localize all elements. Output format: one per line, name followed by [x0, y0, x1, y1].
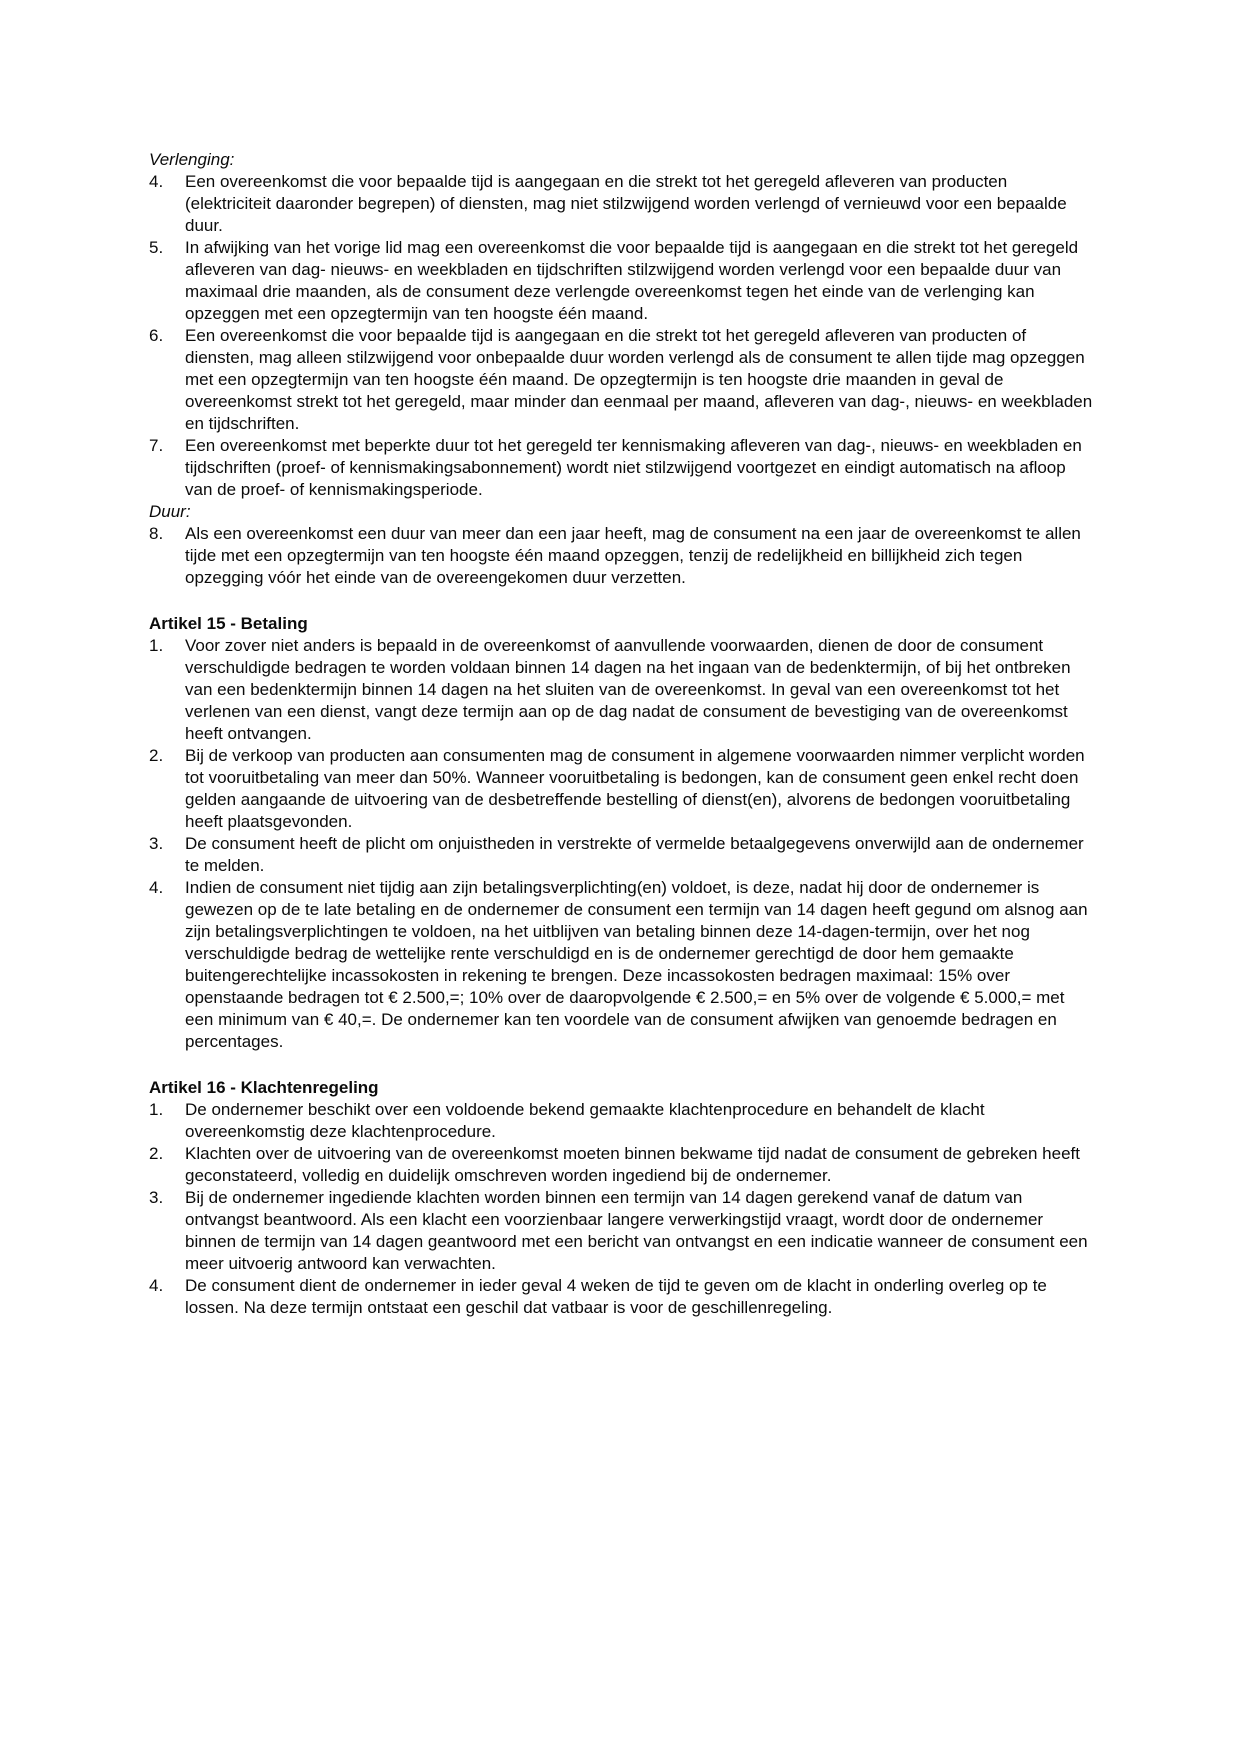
- article-16-heading: Artikel 16 - Klachtenregeling: [149, 1078, 379, 1097]
- item-number: 2.: [149, 1144, 164, 1163]
- list-item-art16-3: [149, 1187, 1093, 1275]
- item-number: 4.: [149, 172, 164, 191]
- list-item-verlenging-6: [149, 325, 1093, 435]
- item-text: De ondernemer beschikt over een voldoende bekend gemaakte klachtenprocedure en behandelt de klacht overeenkomstig deze klachtenprocedure.: [185, 1100, 985, 1141]
- terms-document-body: [149, 149, 1093, 1319]
- item-text: Indien de consument niet tijdig aan zijn betalingsverplichting(en) voldoet, is deze, nadat hij door de ondernemer is gewezen op de te late betaling en de ondernemer de consument een termijn van 14 dagen heeft gegund om alsnog aan zijn betalingsverplichtingen te voldoen, na het uitblijven van betaling binnen deze 14-dagen-termijn, over het nog verschuldigde bedrag de wettelijke rente verschuldigd en is de ondernemer gerechtigd de door hem gemaakte buitengerechtelijke incassokosten in rekening te brengen. Deze incassokosten bedragen maximaal: 15% over openstaande bedragen tot € 2.500,=; 10% over de daaropvolgende € 2.500,= en 5% over de volgende € 5.000,= met een minimum van € 40,=. De ondernemer kan ten voordele van de consument afwijken van genoemde bedragen en percentages.: [185, 878, 1088, 1051]
- item-text: Voor zover niet anders is bepaald in de overeenkomst of aanvullende voorwaarden, dienen de door de consument verschuldigde bedragen te worden voldaan binnen 14 dagen na het ingaan van de bedenktermijn, of bij het ontbreken van een bedenktermijn binnen 14 dagen na het sluiten van de overeenkomst. In geval van een overeenkomst tot het verlenen van een dienst, vangt deze termijn aan op de dag nadat de consument de bevestiging van de overeenkomst heeft ontvangen.: [185, 636, 1071, 743]
- item-text: De consument heeft de plicht om onjuistheden in verstrekte of vermelde betaalgegevens onverwijld aan de ondernemer te melden.: [185, 834, 1084, 875]
- list-item-verlenging-7: [149, 435, 1093, 501]
- item-number: 6.: [149, 326, 164, 345]
- list-item-art15-3: [149, 833, 1093, 877]
- item-number: 3.: [149, 834, 164, 853]
- item-text: Bij de verkoop van producten aan consumenten mag de consument in algemene voorwaarden nimmer verplicht worden tot vooruitbetaling van meer dan 50%. Wanneer vooruitbetaling is bedongen, kan de consument geen enkel recht doen gelden aangaande de uitvoering van de desbetreffende bestelling of dienst(en), alvorens de bedongen vooruitbetaling heeft plaatsgevonden.: [185, 746, 1085, 831]
- item-number: 7.: [149, 436, 164, 455]
- section-label-verlenging: Verlenging:: [149, 150, 235, 169]
- item-number: 8.: [149, 524, 164, 543]
- article-15-heading: Artikel 15 - Betaling: [149, 614, 308, 633]
- item-number: 4.: [149, 878, 164, 897]
- list-item-art15-1: [149, 635, 1093, 745]
- item-text: Een overeenkomst die voor bepaalde tijd is aangegaan en die strekt tot het geregeld afleveren van producten (elektriciteit daaronder begrepen) of diensten, mag niet stilzwijgend worden verlengd of vernieuwd voor een bepaalde duur.: [185, 172, 1067, 235]
- list-item-verlenging-5: [149, 237, 1093, 325]
- item-number: 3.: [149, 1188, 164, 1207]
- item-number: 4.: [149, 1276, 164, 1295]
- list-item-art16-4: [149, 1275, 1093, 1319]
- list-item-art16-2: [149, 1143, 1093, 1187]
- item-text: In afwijking van het vorige lid mag een overeenkomst die voor bepaalde tijd is aangegaan en die strekt tot het geregeld afleveren van dag- nieuws- en weekbladen en tijdschriften stilzwijgend worden verlengd voor een bepaalde duur van maximaal drie maanden, als de consument deze verlengde overeenkomst tegen het einde van de verlenging kan opzeggen met een opzegtermijn van ten hoogste één maand.: [185, 238, 1079, 323]
- item-number: 2.: [149, 746, 164, 765]
- list-item-art15-4: [149, 877, 1093, 1053]
- item-number: 1.: [149, 636, 164, 655]
- item-text: De consument dient de ondernemer in ieder geval 4 weken de tijd te geven om de klacht in onderling overleg op te lossen. Na deze termijn ontstaat een geschil dat vatbaar is voor de geschillenregeling.: [185, 1276, 1047, 1317]
- item-text: Als een overeenkomst een duur van meer dan een jaar heeft, mag de consument na een jaar de overeenkomst te allen tijde met een opzegtermijn van ten hoogste één maand opzeggen, tenzij de redelijkheid en billijkheid zich tegen opzegging vóór het einde van de overeengekomen duur verzetten.: [185, 524, 1081, 587]
- item-number: 5.: [149, 238, 164, 257]
- section-label-duur: Duur:: [149, 502, 191, 521]
- item-text: Bij de ondernemer ingediende klachten worden binnen een termijn van 14 dagen gerekend vanaf de datum van ontvangst beantwoord. Als een klacht een voorzienbaar langere verwerkingstijd vraagt, wordt door de ondernemer binnen de termijn van 14 dagen geantwoord met een bericht van ontvangst en een indicatie wanneer de consument een meer uitvoerig antwoord kan verwachten.: [185, 1188, 1088, 1273]
- list-item-verlenging-4: [149, 171, 1093, 237]
- item-text: Klachten over de uitvoering van de overeenkomst moeten binnen bekwame tijd nadat de consument de gebreken heeft geconstateerd, volledig en duidelijk omschreven worden ingediend bij de ondernemer.: [185, 1144, 1080, 1185]
- list-item-duur-8: [149, 523, 1093, 589]
- list-item-art16-1: [149, 1099, 1093, 1143]
- list-item-art15-2: [149, 745, 1093, 833]
- item-number: 1.: [149, 1100, 164, 1119]
- item-text: Een overeenkomst die voor bepaalde tijd is aangegaan en die strekt tot het geregeld afleveren van producten of diensten, mag alleen stilzwijgend voor onbepaalde duur worden verlengd als de consument te allen tijde mag opzeggen met een opzegtermijn van ten hoogste één maand. De opzegtermijn is ten hoogste drie maanden in geval de overeenkomst strekt tot het geregeld, maar minder dan eenmaal per maand, afleveren van dag-, nieuws- en weekbladen en tijdschriften.: [185, 326, 1093, 433]
- item-text: Een overeenkomst met beperkte duur tot het geregeld ter kennismaking afleveren van dag-, nieuws- en weekbladen en tijdschriften (proef- of kennismakingsabonnement) wordt niet stilzwijgend voortgezet en eindigt automatisch na afloop van de proef- of kennismakingsperiode.: [185, 436, 1082, 499]
